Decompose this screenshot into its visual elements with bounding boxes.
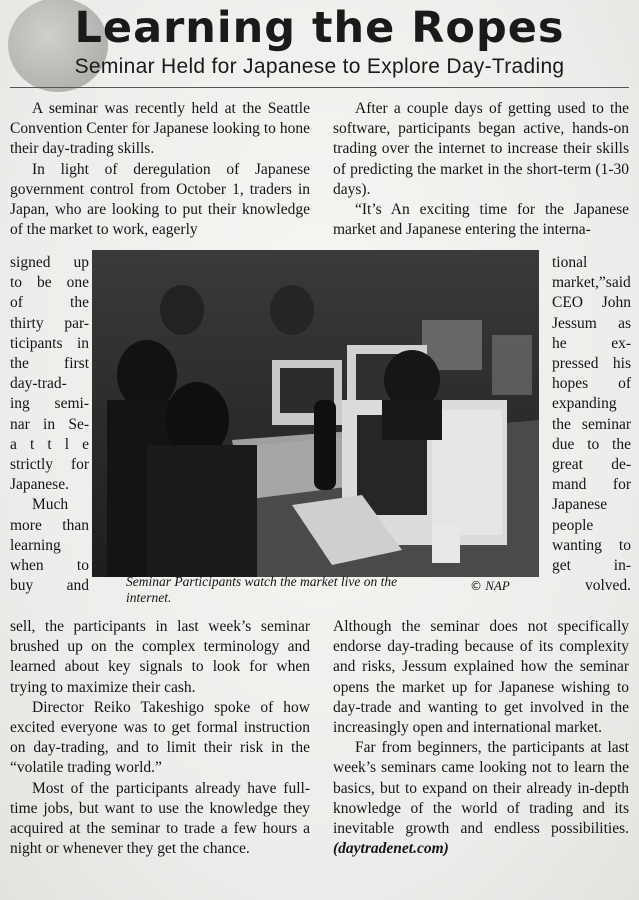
wrap-line: expanding (552, 395, 617, 413)
wrap-line: more than (10, 516, 89, 534)
wrap-line: strictly for (10, 456, 89, 474)
subheadline: Seminar Held for Japanese to Explore Day-Trading (74, 55, 565, 78)
wrap-line: get in- (552, 557, 631, 575)
wrap-line: mand for (552, 476, 631, 494)
wrap-line: Jessum as (552, 314, 631, 332)
col1-paragraph: A seminar was recently held at the Seattle Convention Center for Japanese looking to hone their day-trading skills. (10, 100, 310, 158)
wrap-line: wanting to (552, 536, 631, 554)
wrap-line: he ex- (552, 334, 631, 352)
col2-paragraph: After a couple days of getting used to the software, participants began active, hands-on trading over the internet to increase their skills of predicting the market in the short-term (1-30 days). (333, 100, 629, 198)
wrap-line: thirty par- (10, 314, 89, 332)
wrap-line: tional (552, 254, 588, 271)
wrap-line: pressed his (552, 355, 631, 373)
wrap-line: nar in Se- (10, 415, 89, 433)
col2-paragraph (333, 738, 629, 859)
photo-credit (470, 578, 510, 594)
wrap-line: signed up (10, 254, 89, 271)
col2-paragraph: “It’s An exciting time for the Japanese market and Japanese entering the interna- (333, 201, 629, 239)
headline: Learning the Ropes (74, 3, 565, 53)
wrap-line: Much (32, 496, 69, 514)
wrap-line: buy and (10, 577, 89, 595)
col2-paragraph: Although the seminar does not specifically endorse day-trading because of its complexity and risks, Jessum explained how the seminar opens the market up for Japanese wishing to day-trade and wanting to get involved in the increasingly open and international market. (333, 618, 629, 737)
wrap-line: day-trad- (10, 375, 67, 393)
col1-bottom (10, 617, 310, 859)
wrap-line: a t t l e (10, 435, 89, 453)
source-attribution: (daytradenet.com) (333, 840, 449, 858)
wrap-line: ing semi- (10, 395, 89, 413)
wrap-line: great de- (552, 456, 631, 474)
wrap-line: learning (10, 536, 61, 554)
wrap-line: Japanese. (10, 476, 69, 494)
seminar-photo-illustration (92, 250, 539, 577)
col1-narrow-wrap (10, 253, 89, 596)
col2-bottom (333, 617, 629, 859)
col1-paragraph: In light of deregulation of Japanese government control from October 1, traders in Japan, who are looking to put their knowledge of the market to work, eagerly (10, 160, 310, 239)
wrap-line: hopes of (552, 375, 631, 393)
col1-top (10, 99, 310, 240)
wrap-line: market,”said (552, 274, 631, 292)
wrap-line: to be one (10, 274, 89, 292)
wrap-line: people (552, 516, 594, 534)
header-rule (10, 87, 629, 88)
seminar-photo (92, 250, 539, 577)
wrap-line: due to the (552, 435, 631, 453)
col2-narrow-wrap (552, 253, 631, 596)
copyright-symbol: © (470, 579, 482, 593)
photo-caption: Seminar Participants watch the market live on the internet. (126, 574, 398, 605)
wrap-line: CEO John (552, 294, 631, 312)
wrap-line: volved. (584, 577, 631, 595)
wrap-line: the first (10, 355, 89, 373)
col2-last-paragraph-text: Far from beginners, the participants at last week’s seminars came looking not to learn the basics, but to expand on their already in-depth knowledge of the world of trading and its inevitable growth and endless possibilities. (333, 739, 629, 838)
wrap-line: the seminar (552, 415, 631, 433)
wrap-line: ticipants in (10, 334, 89, 352)
col2-top (333, 99, 629, 240)
col1-paragraph: sell, the participants in last week’s seminar brushed up on the complex terminology and learned about key signals to look for when trying to maximize their cash. (10, 618, 310, 696)
col1-paragraph: Most of the participants already have full-time jobs, but want to use the knowledge they acquired at the seminar to trade a few hours a night or whenever they get the chance. (10, 779, 310, 858)
wrap-line: Japanese (552, 496, 608, 514)
col1-paragraph: Director Reiko Takeshigo spoke of how excited everyone was to get formal instruction on day-trading, and to limit their risk in the “volatile trading world.” (10, 698, 310, 777)
wrap-line: when to (10, 557, 89, 575)
wrap-line: of the (10, 294, 89, 312)
photo-credit-name: NAP (485, 578, 510, 593)
